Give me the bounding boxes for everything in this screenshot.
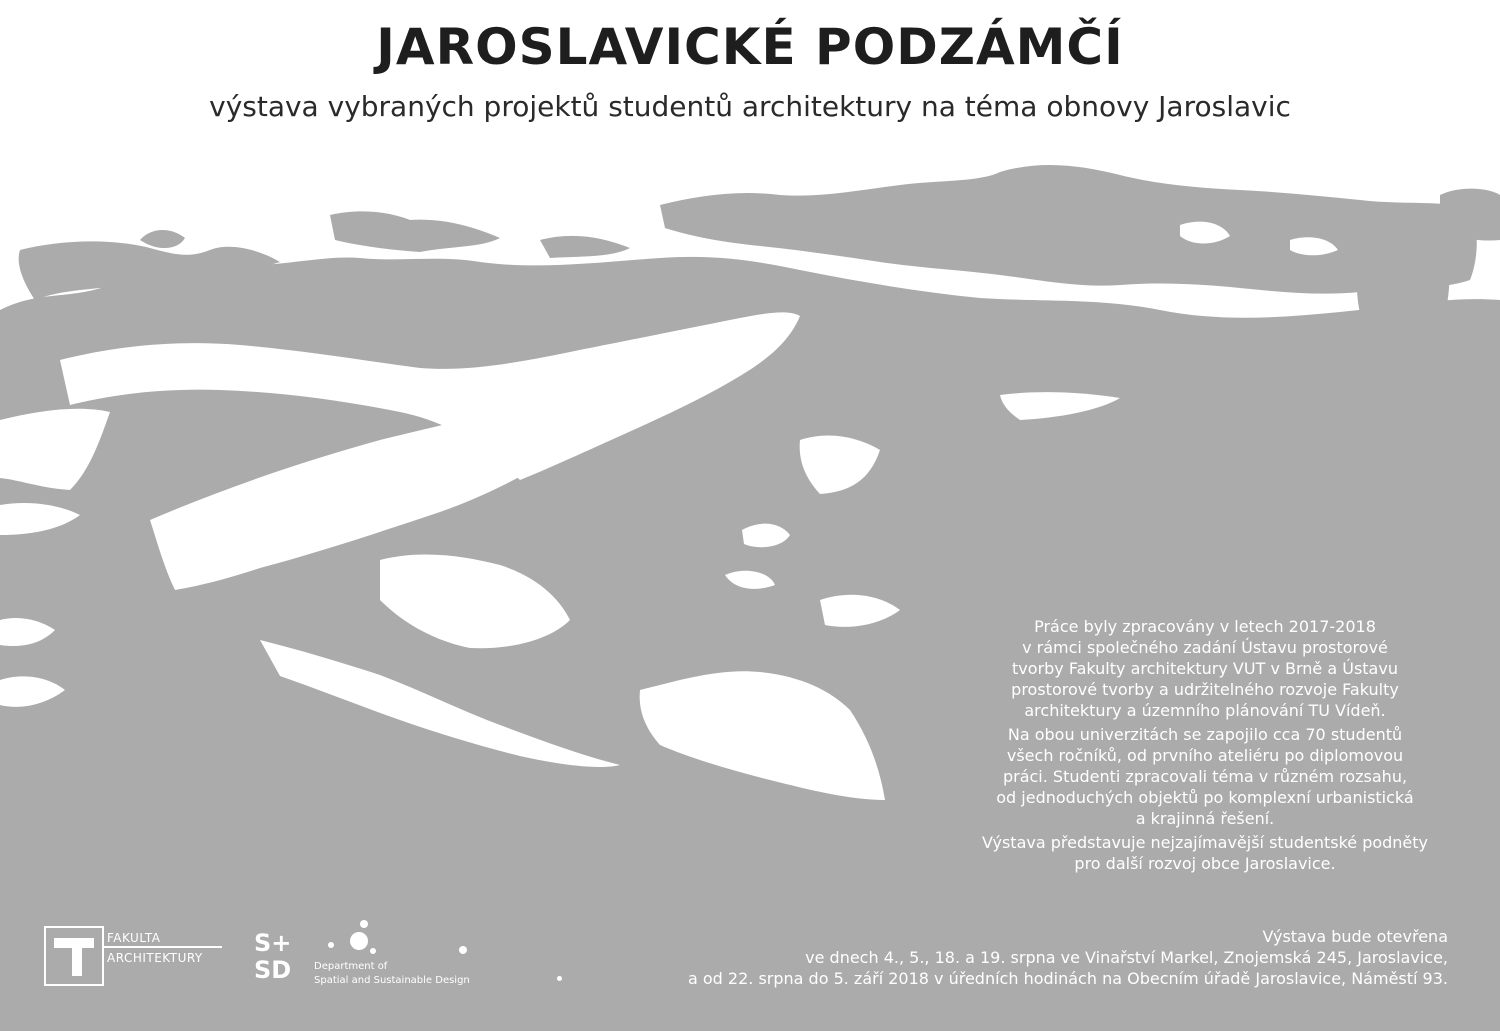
decorative-dot-icon [350, 932, 368, 950]
faculty-logo-mark [44, 926, 104, 986]
info-line: tvorby Fakulty architektury VUT v Brně a Ústavu [1012, 659, 1398, 678]
info-line: Na obou univerzitách se zapojilo cca 70 studentů [1007, 725, 1403, 744]
info-paragraph-1 [950, 616, 1460, 721]
info-line: architektury a územního plánování TU Vídeň. [1024, 701, 1386, 720]
ssd-logo-text [314, 960, 470, 988]
decorative-dot-icon [370, 948, 376, 954]
ssd-department-logo [254, 918, 494, 993]
info-line: v rámci společného zadání Ústavu prostorové [1022, 638, 1388, 657]
info-line: Práce byly zpracovány v letech 2017-2018 [1034, 617, 1376, 636]
page-title: JAROSLAVICKÉ PODZÁMČÍ [376, 18, 1124, 76]
faculty-t-icon [46, 928, 102, 984]
faculty-logo-line: ARCHITEKTURY [107, 951, 203, 965]
info-line: prostorové tvorby a udržitelného rozvoje Fakulty [1011, 680, 1399, 699]
dates-line: a od 22. srpna do 5. září 2018 v úředních hodinách na Obecním úřadě Jaroslavice, Náměstí 93. [687, 969, 1448, 988]
decorative-dot-icon [328, 942, 334, 948]
dates-line: Výstava bude otevřena [1262, 927, 1448, 946]
decorative-dot-icon [360, 920, 368, 928]
ssd-text-line: Spatial and Sustainable Design [314, 975, 470, 986]
ssd-mark-line: S+ [254, 929, 292, 957]
decorative-dot-icon [557, 976, 562, 981]
info-paragraph-3 [950, 832, 1460, 874]
faculty-of-architecture-logo [44, 926, 224, 988]
faculty-logo-line: FAKULTA [107, 931, 161, 945]
ssd-logo-mark [254, 930, 291, 984]
info-line: práci. Studenti zpracovali téma v různém rozsahu, [1002, 767, 1408, 786]
faculty-logo-text [107, 928, 203, 968]
info-line: Výstava představuje nejzajímavější studentské podněty [981, 833, 1429, 852]
info-text-block [950, 616, 1460, 877]
info-line: všech ročníků, od prvního ateliéru po diplomovou [1006, 746, 1404, 765]
page-subtitle: výstava vybraných projektů studentů architektury na téma obnovy Jaroslavic [209, 90, 1291, 123]
ssd-text-line: Department of [314, 961, 388, 972]
dates-line: ve dnech 4., 5., 18. a 19. srpna ve Vinařství Markel, Znojemská 245, Jaroslavice, [805, 948, 1448, 967]
info-line: pro další rozvoj obce Jaroslavice. [1074, 854, 1336, 873]
ssd-mark-line: SD [254, 956, 292, 984]
exhibition-dates [688, 926, 1448, 989]
info-line: a krajinná řešení. [1135, 809, 1275, 828]
info-paragraph-2 [950, 724, 1460, 829]
info-line: od jednoduchých objektů po komplexní urbanistická [996, 788, 1414, 807]
decorative-dot-icon [459, 946, 467, 954]
